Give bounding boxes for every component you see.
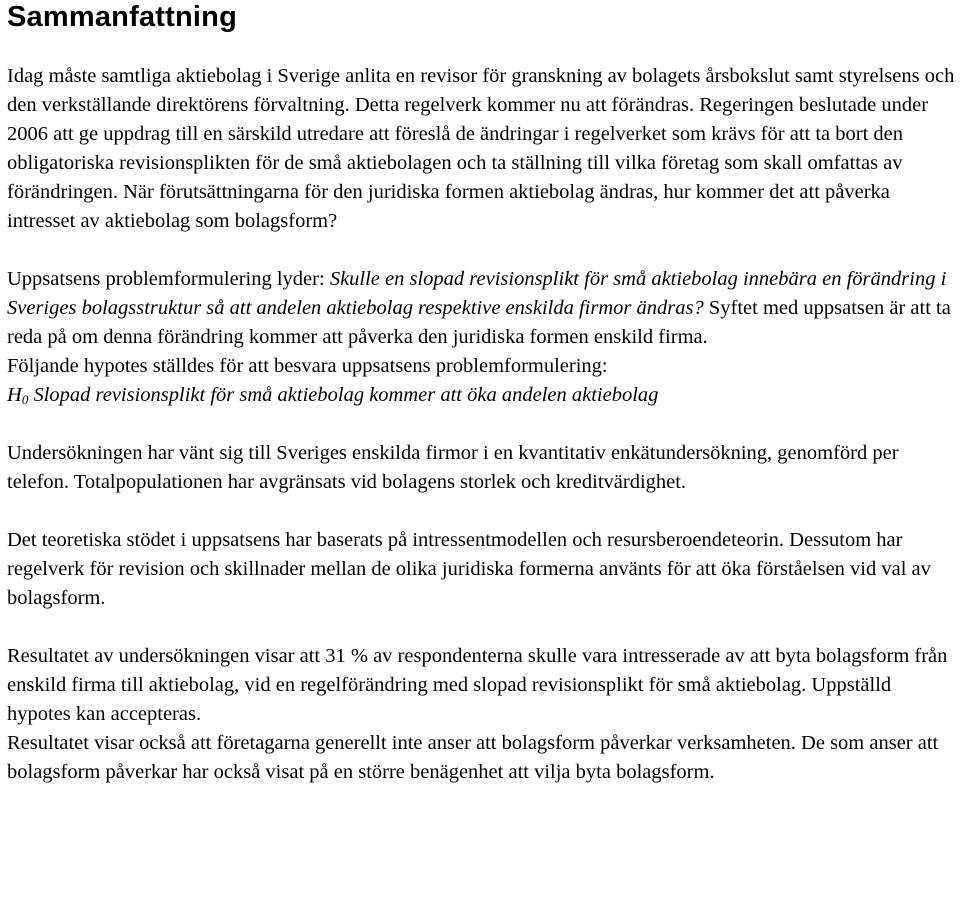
document-page <box>7 0 957 787</box>
hypothesis-subscript: 0 <box>21 392 29 407</box>
paragraph-theory: Det teoretiska stödet i uppsatsens har baserats på intressentmodellen och resursberoendeteorin. Dessutom har regelverk för revision och skillnader mellan de olika juridiska formerna använts för att öka förståelsen vid val av bolagsform. <box>7 529 931 609</box>
hypothesis-symbol: H <box>7 384 22 406</box>
paragraph-problem-statement <box>7 265 957 352</box>
paragraph-hypothesis-intro: Följande hypotes ställdes för att besvara uppsatsens problemformulering: <box>7 355 608 377</box>
hypothesis-text: Slopad revisionsplikt för små aktiebolag kommer att öka andelen aktiebolag <box>28 384 659 406</box>
hypothesis-line <box>7 381 957 410</box>
paragraph-background: Idag måste samtliga aktiebolag i Sverige anlita en revisor för granskning av bolagets årsbokslut samt styrelsens och den verkställande direktörens förvaltning. Detta regelverk kommer nu att förändras. Regeringen beslutade under 2006 att ge uppdrag till en särskild utredare att föreslå de ändringar i regelverket som krävs för att ta bort den obligatoriska revisionsplikten för de små aktiebolagen och ta ställning till vilka företag som skall omfattas av förändringen. När förutsättningarna för den juridiska formen aktiebolag ändras, hur kommer det att påverka intresset av aktiebolag som bolagsform? <box>7 65 955 232</box>
problem-lead-text: Uppsatsens problemformulering lyder: <box>7 268 330 290</box>
problem-question-text: Skulle en slopad revisionsplikt för små aktiebolag innebära en förändring i Sveriges bolagsstruktur så att andelen aktiebolag respektive enskilda firmor ändras? <box>7 268 947 319</box>
page-title: Sammanfattning <box>7 1 237 33</box>
paragraph-method: Undersökningen har vänt sig till Sveriges enskilda firmor i en kvantitativ enkätundersökning, genomförd per telefon. Totalpopulationen har avgränsats vid bolagens storlek och kreditvärdighet. <box>7 442 899 493</box>
paragraph-results-additional: Resultatet visar också att företagarna generellt inte anser att bolagsform påverkar verksamheten. De som anser att bolagsform påverkar har också visat på en större benägenhet att vilja byta bolagsform. <box>7 732 939 783</box>
problem-purpose-text: Syftet med uppsatsen är att ta reda på om denna förändring kommer att påverka den juridiska formen enskild firma. <box>7 297 951 348</box>
paragraph-results: Resultatet av undersökningen visar att 31 % av respondenterna skulle vara intresserade av att byta bolagsform från enskild firma till aktiebolag, vid en regelförändring med slopad revisionsplikt för små aktiebolag. Uppställd hypotes kan accepteras. <box>7 645 948 725</box>
